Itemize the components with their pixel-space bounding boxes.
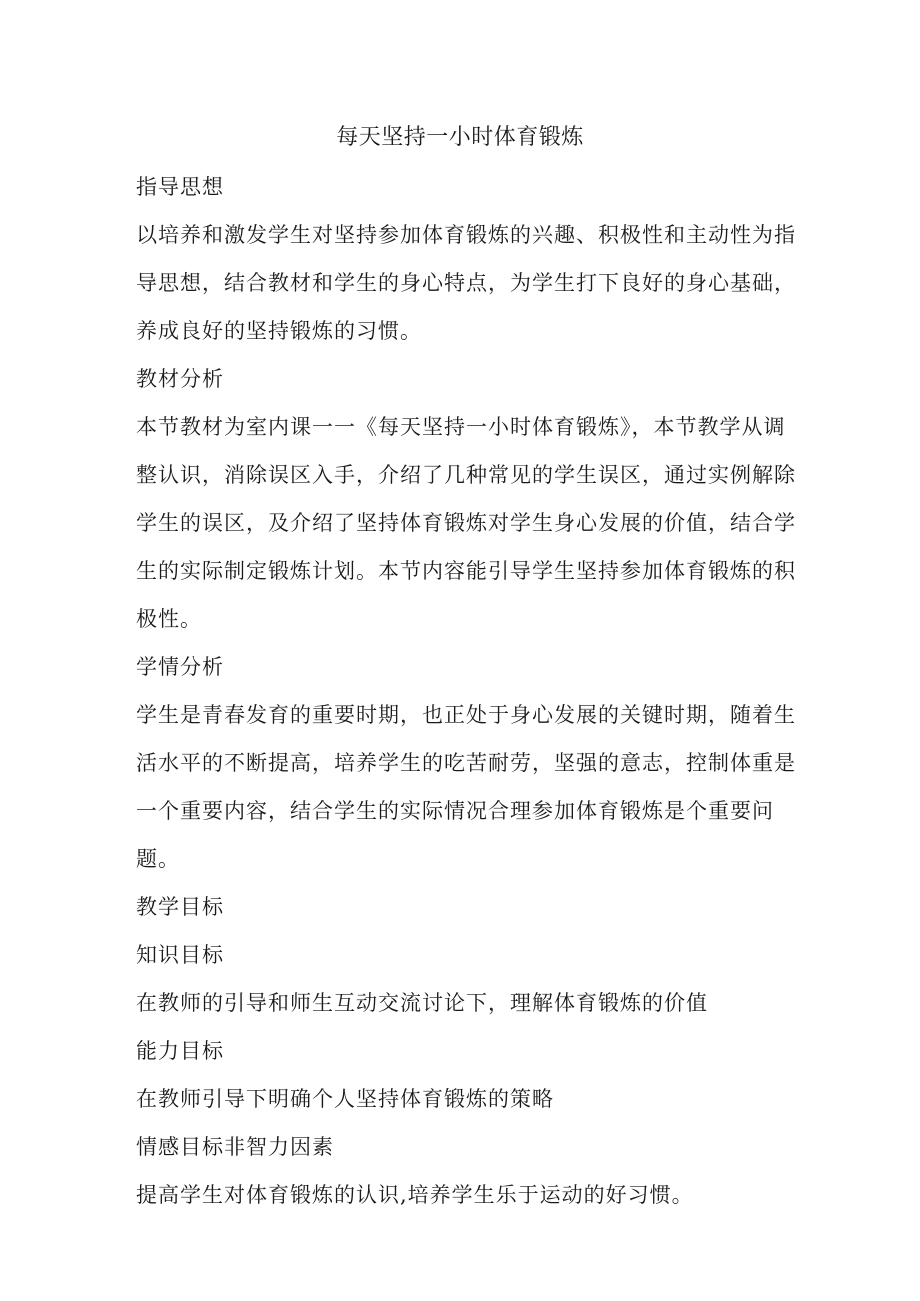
section-heading-goals: 教学目标 [136,895,224,919]
section-text-material: 本节教材为室内课一一《每天坚持一小时体育锻炼》，本节教学从调整认识，消除误区入手，介绍了几种常见的学生误区，通过实例解除学生的误区，及介绍了坚持体育锻炼对学生身心发展的价值，结合学生的实际制定锻炼计划。本节内容能引导学生坚持参加体育锻炼的积极性。 [136,415,796,631]
subheading-knowledge-goal: 知识目标 [136,943,224,967]
section-text-guiding: 以培养和激发学生对坚持参加体育锻炼的兴趣、积极性和主动性为指导思想，结合教材和学生的身心特点，为学生打下良好的身心基础，养成良好的坚持锻炼的习惯。 [136,223,796,343]
section-heading-guiding: 指导思想 [136,175,224,199]
document-title: 每天坚持一小时体育锻炼 [336,125,584,150]
section-heading-material: 教材分析 [136,367,224,391]
section-heading-students: 学情分析 [136,655,224,679]
document-body [136,163,796,1219]
text-knowledge-goal: 在教师的引导和师生互动交流讨论下，理解体育锻炼的价值 [136,991,708,1015]
text-emotion-goal: 提高学生对体育锻炼的认识,培养学生乐于运动的好习惯。 [136,1183,694,1207]
subheading-emotion-goal: 情感目标非智力因素 [136,1135,334,1159]
section-text-students: 学生是青春发育的重要时期，也正处于身心发展的关键时期，随着生活水平的不断提高，培养学生的吃苦耐劳，坚强的意志，控制体重是一个重要内容，结合学生的实际情况合理参加体育锻炼是个重要问题。 [136,703,796,871]
text-ability-goal: 在教师引导下明确个人坚持体育锻炼的策略 [136,1087,554,1111]
subheading-ability-goal: 能力目标 [136,1039,224,1063]
